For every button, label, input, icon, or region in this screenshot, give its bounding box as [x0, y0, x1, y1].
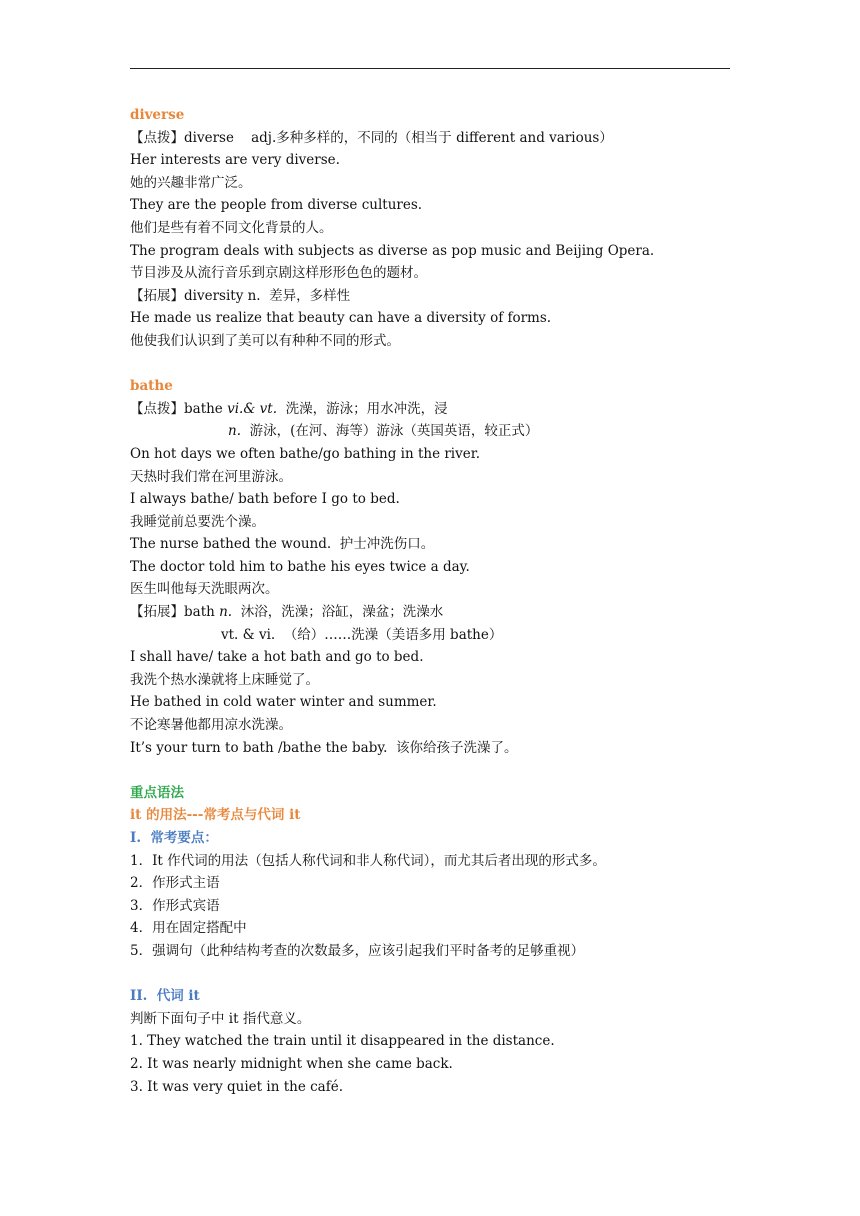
instruction: 判断下面句子中 it 指代意义。: [130, 1010, 311, 1027]
grammar-heading: 重点语法: [130, 784, 184, 801]
grammar-subheading: it 的用法---常考点与代词 it: [130, 807, 301, 824]
example-en: The program deals with subjects as diverse as pop music and Beijing Opera.: [130, 242, 655, 259]
example-en: He made us realize that beauty can have a diversity of forms.: [130, 310, 552, 327]
example-zh: 天热时我们常在河里游泳。: [130, 468, 292, 485]
example-en: I always bathe/ bath before I go to bed.: [130, 491, 400, 508]
list-item: 3．作形式宾语: [130, 897, 220, 914]
example-zh: 不论寒暑他都用凉水洗澡。: [130, 717, 292, 734]
list-item: 1．It 作代词的用法（包括人称代词和非人称代词），而尤其后者出现的形式多。: [130, 852, 606, 869]
list-item: 3. It was very quiet in the café.: [130, 1078, 343, 1095]
header-rule: [130, 68, 730, 69]
example-en: He bathed in cold water winter and summer.: [130, 694, 437, 711]
example-zh: 我洗个热水澡就将上床睡觉了。: [130, 671, 319, 688]
spacer: [130, 759, 750, 782]
bathe-tip-noun: n. 游泳，(在河、海等）游泳（英国英语，较正式）: [228, 423, 539, 440]
example-zh: 他使我们认识到了美可以有种种不同的形式。: [130, 332, 400, 349]
spacer: [130, 963, 750, 986]
bathe-heading: bathe: [130, 378, 173, 395]
example-combined: The nurse bathed the wound. 护士冲洗伤口。: [130, 536, 435, 553]
example-zh: 节目涉及从流行音乐到京剧这样形形色色的题材。: [130, 265, 427, 282]
list-item: 5．强调句（此种结构考查的次数最多，应该引起我们平时备考的足够重视）: [130, 942, 585, 959]
bathe-tip: 【点拨】bathe vi.& vt. 洗澡，游泳；用水冲洗，浸: [130, 400, 448, 417]
document-body: [130, 104, 750, 1098]
diverse-extension: 【拓展】diversity n. 差异，多样性: [130, 287, 351, 304]
example-combined: It’s your turn to bath /bathe the baby. 该你给孩子洗澡了。: [130, 739, 518, 756]
list-item: 1. They watched the train until it disappeared in the distance.: [130, 1033, 555, 1050]
diverse-heading: diverse: [130, 107, 185, 123]
list-item: 2. It was nearly midnight when she came back.: [130, 1055, 453, 1072]
example-zh: 他们是些有着不同文化背景的人。: [130, 219, 333, 236]
bathe-extension-verb: vt. & vi. （给）……洗澡（美语多用 bathe）: [221, 626, 503, 643]
example-zh: 我睡觉前总要洗个澡。: [130, 513, 265, 530]
example-en: Her interests are very diverse.: [130, 152, 340, 169]
example-en: I shall have/ take a hot bath and go to bed.: [130, 649, 424, 666]
example-en: On hot days we often bathe/go bathing in the river.: [130, 445, 481, 462]
example-en: They are the people from diverse cultures.: [130, 197, 423, 214]
list-item: 2．作形式主语: [130, 875, 220, 892]
diverse-tip: 【点拨】diverse adj.多种多样的，不同的（相当于 different and various）: [130, 129, 613, 146]
section-title: I. 常考要点：: [130, 830, 218, 846]
bathe-extension: 【拓展】bath n. 沐浴，洗澡；浴缸，澡盆；洗澡水: [130, 604, 444, 621]
example-en: The doctor told him to bathe his eyes twice a day.: [130, 558, 470, 575]
list-item: 4．用在固定搭配中: [130, 920, 247, 937]
spacer: [130, 353, 750, 376]
section-title: II. 代词 it: [130, 988, 200, 1005]
example-zh: 医生叫他每天洗眼两次。: [130, 581, 279, 598]
example-zh: 她的兴趣非常广泛。: [130, 174, 252, 191]
